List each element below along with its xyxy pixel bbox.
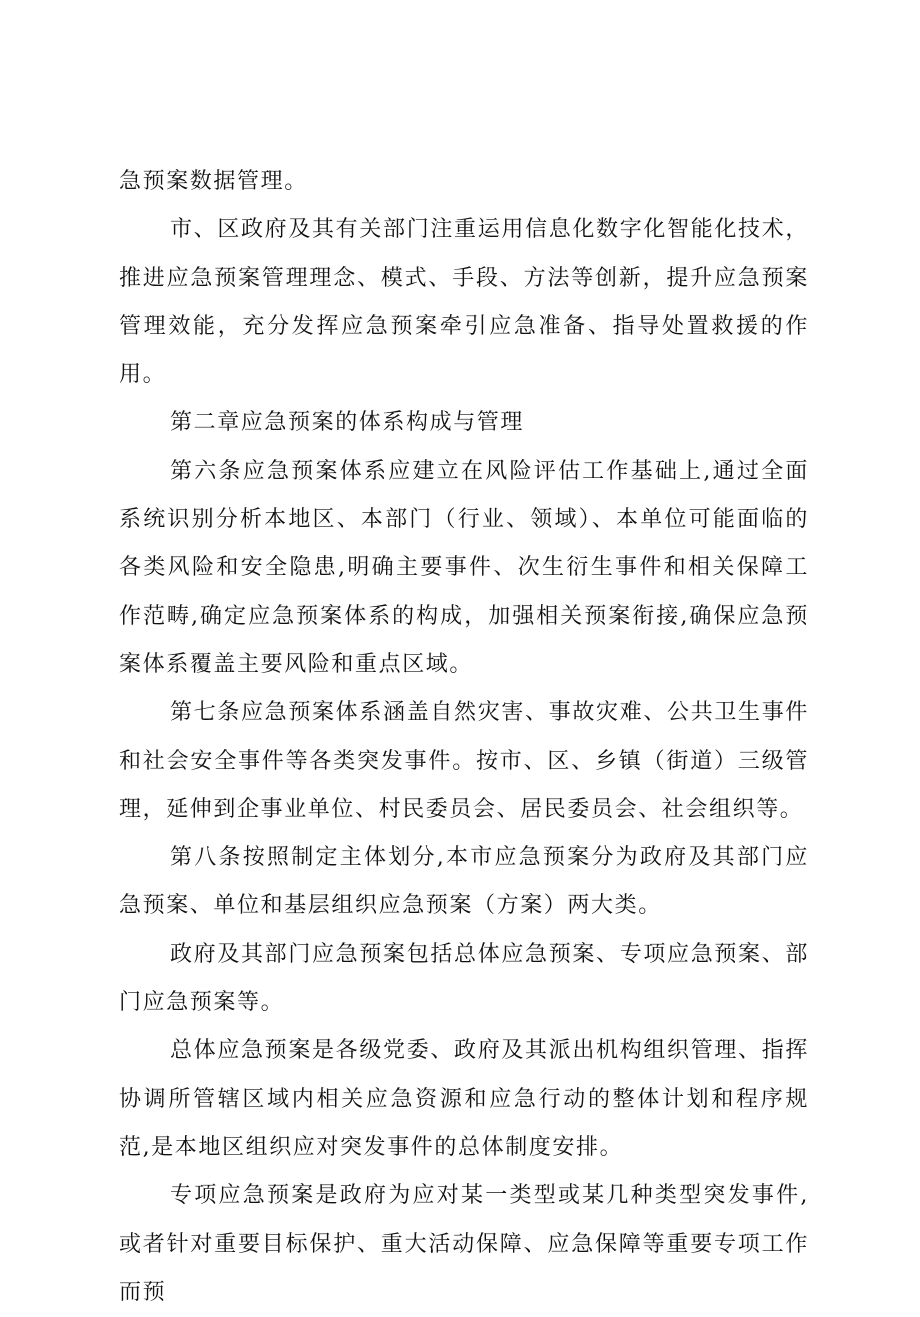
paragraph-overall-plan: 总体应急预案是各级党委、政府及其派出机构组织管理、指挥协调所管辖区域内相关应急资源和应急行动的整体计划和程序规范,是本地区组织应对突发事件的总体制度安排。: [119, 1038, 809, 1160]
chapter-heading: 第二章应急预案的体系构成与管理: [170, 410, 525, 436]
article-6: 第六条应急预案体系应建立在风险评估工作基础上,通过全面系统识别分析本地区、本部门（行业、领域）、本单位可能面临的各类风险和安全隐患,明确主要事件、次生衍生事件和相关保障工作范畴,确定应急预案体系的构成，加强相关预案衔接,确保应急预案体系覆盖主要风险和重点区域。: [119, 458, 809, 677]
article-7: 第七条应急预案体系涵盖自然灾害、事故灾难、公共卫生事件和社会安全事件等各类突发事件。按市、区、乡镇（街道）三级管理，延伸到企事业单位、村民委员会、居民委员会、社会组织等。: [119, 700, 809, 822]
paragraph-government-plans: 政府及其部门应急预案包括总体应急预案、专项应急预案、部门应急预案等。: [119, 941, 809, 1016]
document-body: [119, 158, 809, 1317]
paragraph-continuation: 急预案数据管理。: [119, 169, 308, 194]
paragraph-special-plan: 专项应急预案是政府为应对某一类型或某几种类型突发事件,或者针对重要目标保护、重大活动保障、应急保障等重要专项工作而预: [119, 1183, 809, 1305]
paragraph-informatization: 市、区政府及其有关部门注重运用信息化数字化智能化技术，推进应急预案管理理念、模式、手段、方法等创新，提升应急预案管理效能，充分发挥应急预案牵引应急准备、指导处置救援的作用。: [119, 217, 809, 388]
article-8: 第八条按照制定主体划分,本市应急预案分为政府及其部门应急预案、单位和基层组织应急预案（方案）两大类。: [119, 845, 809, 919]
